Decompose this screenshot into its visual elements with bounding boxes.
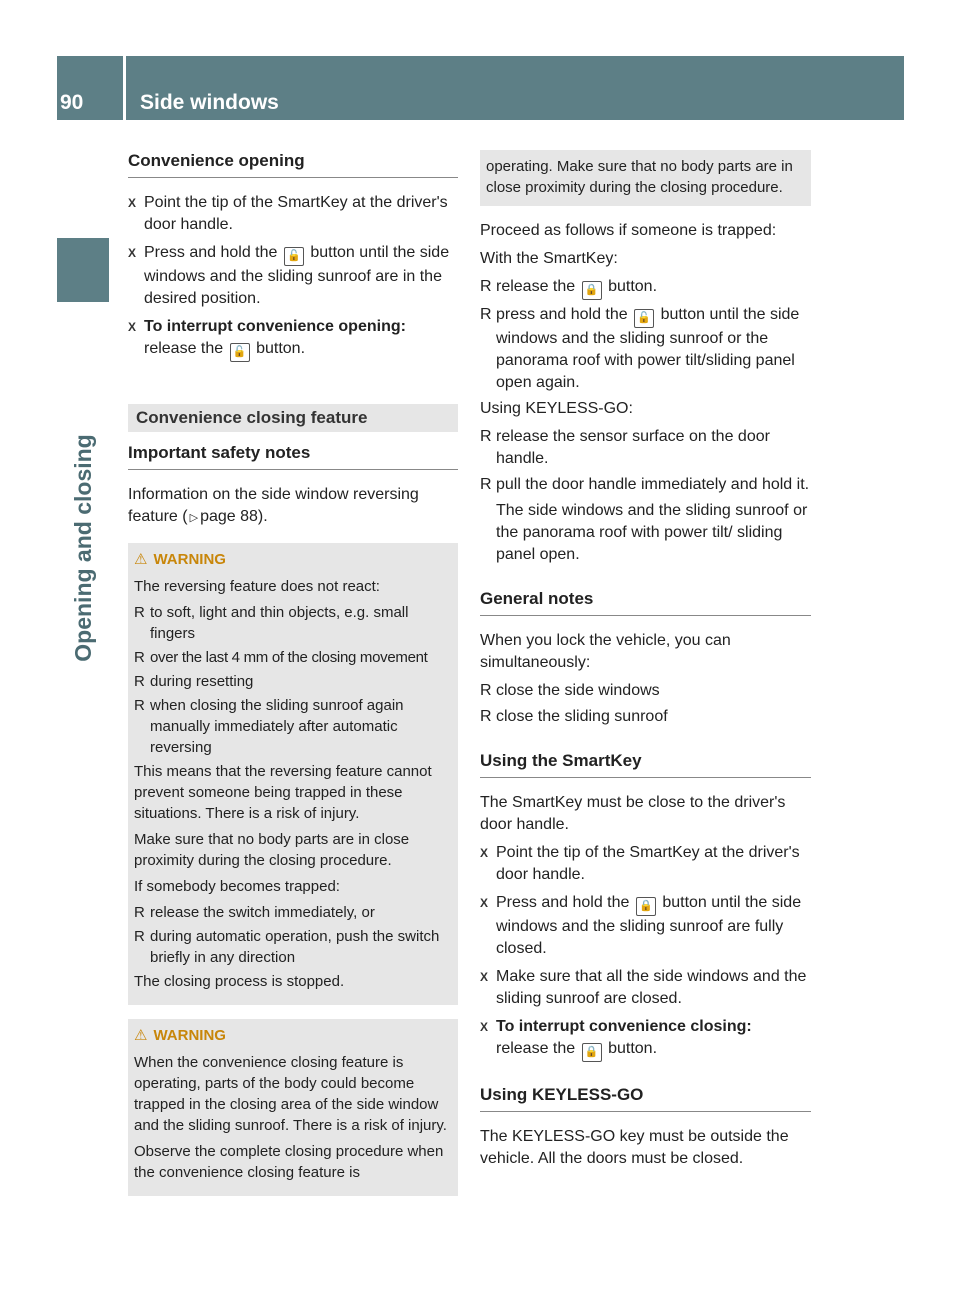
paragraph: The SmartKey must be close to the driver's door handle. [480,794,786,833]
warning-text: operating. Make sure that no body parts are in close proximity during the closing procedure. [486,158,793,196]
bullet-text: close the sliding sunroof [496,708,668,725]
unlock-button-icon: 🔓 [230,343,250,362]
warning-text: The closing process is stopped. [134,973,345,990]
bullet-item [480,706,811,728]
lock-button-icon: 🔒 [582,281,602,300]
bullet-item [480,474,811,496]
bullet-item [134,926,452,968]
page-title: Side windows [140,91,279,114]
section-heading-convenience-opening: Convenience opening [128,150,458,178]
step-text: button until the side windows and the sliding sunroof are in the desired position. [144,244,450,307]
bullet-text: release the [496,278,576,295]
step-bold-text: To interrupt convenience closing: [496,1018,752,1035]
step-marker-icon: X [128,320,137,334]
left-column [128,150,458,1196]
chapter-tab [57,238,109,302]
bullet-text: press and hold the [496,306,628,323]
warning-box [128,543,458,1005]
step-item [480,892,811,960]
bullet-text: release the sensor surface on the door handle. [496,428,770,467]
section-heading-using-keyless-go: Using KEYLESS-GO [480,1084,811,1112]
step-item [480,966,811,1010]
section-heading-general-notes: General notes [480,588,811,616]
bullet-item [480,276,811,300]
lock-button-icon: 🔒 [636,897,656,916]
bullet-icon: R [480,278,492,295]
step-item [128,316,458,362]
step-marker-icon: X [128,196,137,210]
paragraph: When you lock the vehicle, you can simultaneously: [480,632,731,671]
warning-text: The reversing feature does not react: [134,578,380,595]
lock-button-icon: 🔒 [582,1043,602,1062]
warning-icon: ⚠ [134,1027,148,1044]
bullet-icon: R [134,673,145,690]
bullet-text: button. [608,278,658,295]
step-marker-icon: X [480,896,489,910]
warning-text: When the convenience closing feature is operating, parts of the body could become trapped in the closing area of the side window and the sliding sunroof. There is a risk of injury. [134,1054,447,1134]
step-text: Press and hold the [496,894,630,911]
bullet-icon: R [480,428,492,445]
bullet-item [480,680,811,702]
paragraph: The KEYLESS-GO key must be outside the vehicle. All the doors must be closed. [480,1128,789,1167]
paragraph: With the SmartKey: [480,250,618,267]
bullet-icon: R [480,708,492,725]
section-band-convenience-closing: Convenience closing feature [128,404,458,432]
bullet-text: button until the side windows and the sliding sunroof or the panorama roof with power tilt/sliding panel open again. [496,306,800,391]
step-text: release the [496,1040,576,1057]
step-marker-icon: X [128,246,137,260]
bullet-item [134,695,452,758]
bullet-item [480,304,811,394]
right-column [480,150,811,1176]
warning-title-text: WARNING [153,551,226,568]
bullet-item [134,902,452,923]
intro-paragraph [128,484,458,529]
step-text: button until the side windows and the sliding sunroof are fully closed. [496,894,802,957]
bullet-text: release the switch immediately, or [150,904,375,921]
step-item [480,1016,811,1062]
step-text: button. [608,1040,658,1057]
section-heading-important-safety: Important safety notes [128,442,458,470]
section-heading-using-smartkey: Using the SmartKey [480,750,811,778]
page-number: 90 [60,91,84,114]
bullet-text: close the side windows [496,682,660,699]
step-item [480,842,811,886]
step-marker-icon: X [480,1020,489,1034]
step-text: button. [256,340,306,357]
step-item [128,192,458,236]
paragraph: Proceed as follows if someone is trapped: [480,222,777,239]
step-marker-icon: X [480,846,489,860]
warning-text: This means that the reversing feature cannot prevent someone being trapped in these situations. There is a risk of injury. [134,763,432,822]
bullet-icon: R [134,649,145,666]
unlock-button-icon: 🔓 [284,247,304,266]
bullet-text: over the last 4 mm of the closing movement [150,649,428,666]
step-item [128,242,458,310]
bullet-text: to soft, light and thin objects, e.g. small fingers [150,604,409,642]
intro-text: Information on the side window reversing feature ( [128,486,419,525]
step-marker-icon: X [480,970,489,984]
warning-icon: ⚠ [134,551,148,568]
result-text: The side windows and the sliding sunroof or the panorama roof with power tilt/ sliding panel open. [496,502,808,563]
warning-title [134,1025,452,1046]
bullet-text: during automatic operation, push the switch briefly in any direction [150,928,440,966]
warning-box [128,1019,458,1196]
step-text: Make sure that all the side windows and the sliding sunroof are closed. [496,968,807,1007]
header-divider [123,56,126,120]
bullet-item [480,426,811,470]
step-text: Press and hold the [144,244,278,261]
page-ref-arrow-icon: ▷ [189,512,199,524]
warning-title [134,549,452,570]
bullet-icon: R [134,604,145,621]
bullet-item [134,647,452,668]
step-text: release the [144,340,224,357]
bullet-icon: R [134,697,145,714]
intro-text: page 88). [200,508,268,525]
warning-text: If somebody becomes trapped: [134,878,340,895]
warning-title-text: WARNING [153,1027,226,1044]
bullet-icon: R [480,682,492,699]
bullet-icon: R [480,306,492,323]
bullet-icon: R [134,904,145,921]
chapter-label: Opening and closing [70,434,96,662]
warning-text: Make sure that no body parts are in close proximity during the closing procedure. [134,831,410,869]
bullet-icon: R [480,476,492,493]
step-text: Point the tip of the SmartKey at the driver's door handle. [496,844,800,883]
bullet-text: during resetting [150,673,254,690]
warning-text: Observe the complete closing procedure when the convenience closing feature is [134,1143,444,1181]
step-bold-text: To interrupt convenience opening: [144,318,406,335]
bullet-item [134,671,452,692]
bullet-item [134,602,452,644]
paragraph: Using KEYLESS-GO: [480,400,633,417]
step-text: Point the tip of the SmartKey at the driver's door handle. [144,194,448,233]
bullet-text: pull the door handle immediately and hold it. [496,476,810,493]
warning-box-continued [480,150,811,206]
unlock-button-icon: 🔓 [634,309,654,328]
bullet-icon: R [134,928,145,945]
bullet-text: when closing the sliding sunroof again manually immediately after automatic reversing [150,697,404,756]
